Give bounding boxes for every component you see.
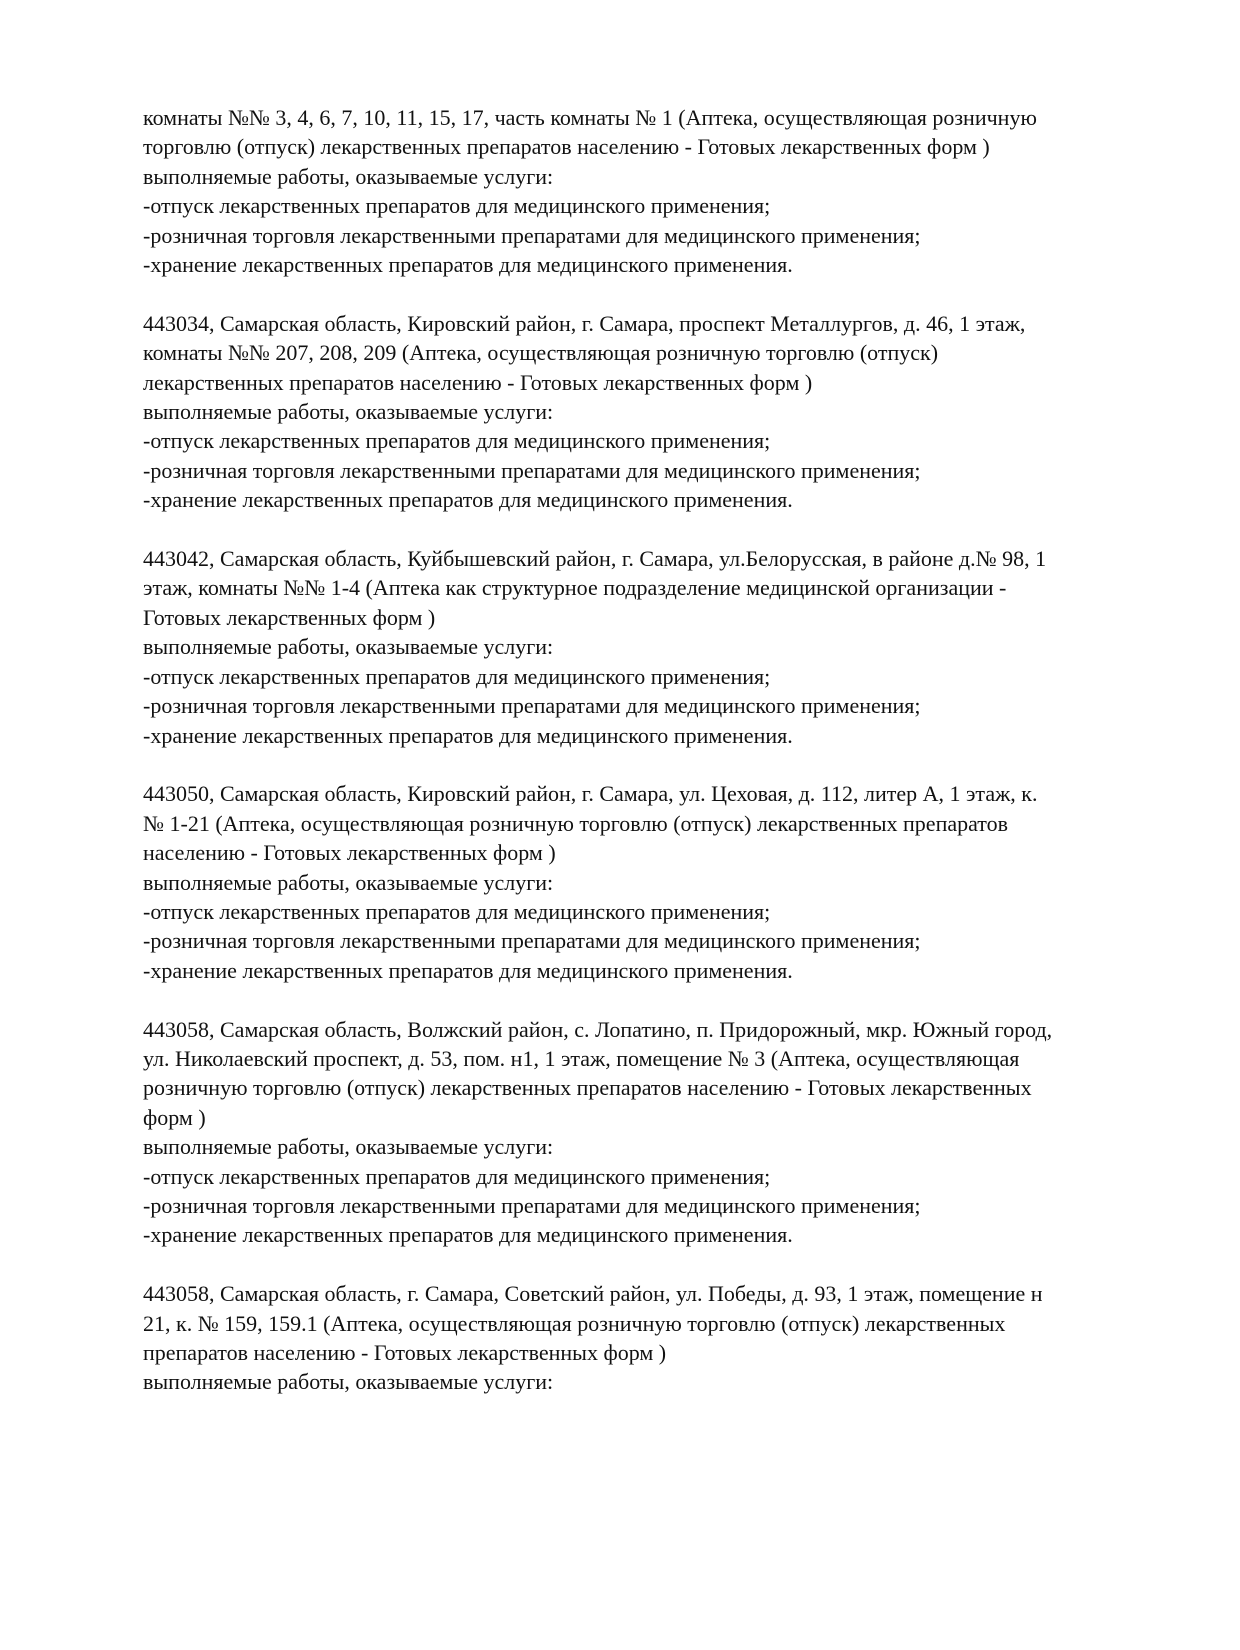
service-item: -хранение лекарственных препаратов для медицинского применения. [143, 722, 793, 748]
works-label: выполняемые работы, оказываемые услуги: [143, 1134, 554, 1160]
address-line: 443034, Самарская область, Кировский район, г. Самара, проспект Металлургов, д. 46, 1 этаж, [143, 310, 1026, 336]
works-label: выполняемые работы, оказываемые услуги: [143, 163, 554, 189]
works-label: выполняемые работы, оказываемые услуги: [143, 1369, 554, 1395]
service-item: -розничная торговля лекарственными препаратами для медицинского применения; [143, 1192, 921, 1218]
service-item: -хранение лекарственных препаратов для медицинского применения. [143, 487, 793, 513]
works-label: выполняемые работы, оказываемые услуги: [143, 399, 554, 425]
service-item: -розничная торговля лекарственными препаратами для медицинского применения; [143, 457, 921, 483]
service-item: -отпуск лекарственных препаратов для медицинского применения; [143, 898, 771, 924]
service-item: -розничная торговля лекарственными препаратами для медицинского применения; [143, 222, 921, 248]
address-line: розничную торговлю (отпуск) лекарственных препаратов населению - Готовых лекарственных [143, 1075, 1032, 1101]
works-label: выполняемые работы, оказываемые услуги: [143, 634, 554, 660]
document-page [143, 103, 1163, 1426]
address-line: Готовых лекарственных форм ) [143, 604, 436, 630]
address-line: 443050, Самарская область, Кировский район, г. Самара, ул. Цеховая, д. 112, литер А, 1 этаж, к. [143, 781, 1038, 807]
service-item: -отпуск лекарственных препаратов для медицинского применения; [143, 1163, 771, 1189]
address-line: лекарственных препаратов населению - Готовых лекарственных форм ) [143, 369, 813, 395]
pharmacy-entry-3 [143, 544, 1163, 750]
address-line: 21, к. № 159, 159.1 (Аптека, осуществляющая розничную торговлю (отпуск) лекарственных [143, 1310, 1006, 1336]
service-item: -отпуск лекарственных препаратов для медицинского применения; [143, 428, 771, 454]
service-item: -хранение лекарственных препаратов для медицинского применения. [143, 957, 793, 983]
pharmacy-entry-6 [143, 1279, 1163, 1397]
address-line: форм ) [143, 1104, 206, 1130]
pharmacy-entry-1 [143, 103, 1163, 279]
address-line: препаратов населению - Готовых лекарственных форм ) [143, 1339, 667, 1365]
pharmacy-entry-2 [143, 309, 1163, 515]
address-line: торговлю (отпуск) лекарственных препаратов населению - Готовых лекарственных форм ) [143, 134, 990, 160]
address-line: 443058, Самарская область, г. Самара, Советский район, ул. Победы, д. 93, 1 этаж, помещение н [143, 1281, 1043, 1307]
address-line: № 1-21 (Аптека, осуществляющая розничную торговлю (отпуск) лекарственных препаратов [143, 810, 1009, 836]
pharmacy-entry-5 [143, 1015, 1163, 1250]
works-label: выполняемые работы, оказываемые услуги: [143, 869, 554, 895]
service-item: -розничная торговля лекарственными препаратами для медицинского применения; [143, 928, 921, 954]
address-line: 443058, Самарская область, Волжский район, с. Лопатино, п. Придорожный, мкр. Южный город, [143, 1016, 1053, 1042]
service-item: -отпуск лекарственных препаратов для медицинского применения; [143, 193, 771, 219]
service-item: -хранение лекарственных препаратов для медицинского применения. [143, 1222, 793, 1248]
address-line: комнаты №№ 3, 4, 6, 7, 10, 11, 15, 17, часть комнаты № 1 (Аптека, осуществляющая розничную [143, 105, 1037, 130]
pharmacy-entry-4 [143, 779, 1163, 985]
address-line: населению - Готовых лекарственных форм ) [143, 840, 556, 866]
address-line: этаж, комнаты №№ 1-4 (Аптека как структурное подразделение медицинской организации - [143, 575, 1007, 601]
address-line: ул. Николаевский проспект, д. 53, пом. н1, 1 этаж, помещение № 3 (Аптека, осуществляющая [143, 1045, 1020, 1071]
service-item: -отпуск лекарственных препаратов для медицинского применения; [143, 663, 771, 689]
address-line: 443042, Самарская область, Куйбышевский район, г. Самара, ул.Белорусская, в районе д.№ 98, 1 [143, 546, 1047, 572]
service-item: -розничная торговля лекарственными препаратами для медицинского применения; [143, 693, 921, 719]
address-line: комнаты №№ 207, 208, 209 (Аптека, осуществляющая розничную торговлю (отпуск) [143, 340, 939, 366]
service-item: -хранение лекарственных препаратов для медицинского применения. [143, 252, 793, 278]
